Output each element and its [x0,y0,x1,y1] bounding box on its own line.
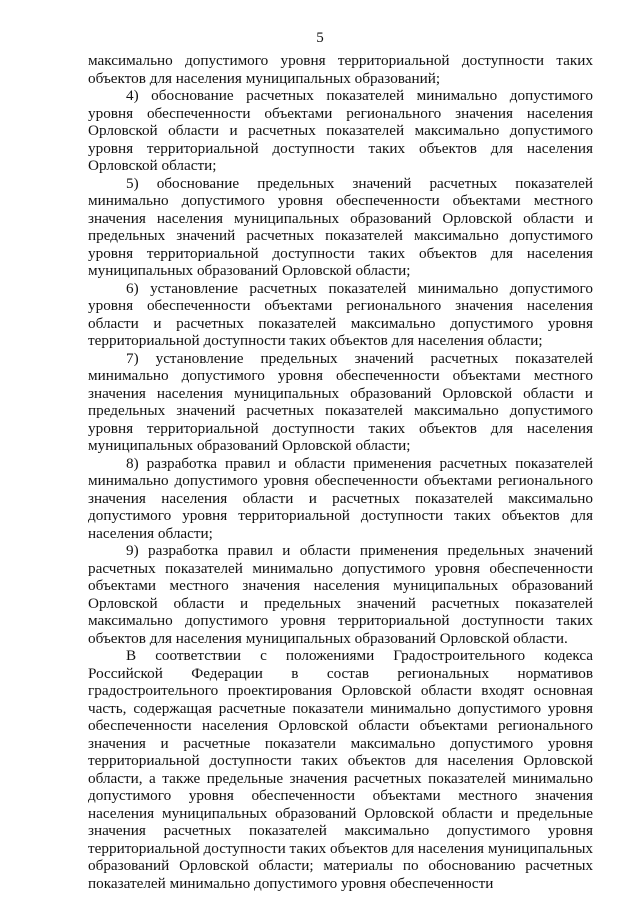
paragraph-item-5: 5) обоснование предельных значений расчетных показателей минимально допустимого уровня обеспеченности объектами местного значения населения муниципальных образований Орловской области и предельных значений расчетных показателей максимально допустимого уровня территориальной доступности таких объектов для населения муниципальных образований Орловской области; [88,174,593,279]
paragraph-item-8: 8) разработка правил и области применения расчетных показателей минимально допустимого уровня обеспеченности объектами регионального значения населения области и расчетных показателей максимально допустимого уровня территориальной доступности таких объектов для населения области; [88,454,593,542]
paragraph-item-7: 7) установление предельных значений расчетных показателей минимально допустимого уровня обеспеченности объектами местного значения населения муниципальных образований Орловской области и предельных значений расчетных показателей максимально допустимого уровня территориальной доступности таких объектов для населения муниципальных образований Орловской области; [88,349,593,454]
paragraph-item-4: 4) обоснование расчетных показателей минимально допустимого уровня обеспеченности объектами регионального значения населения Орловской области и расчетных показателей максимально допустимого уровня территориальной доступности таких объектов для населения Орловской области; [88,87,593,174]
paragraph-continuation: максимально допустимого уровня территориальной доступности таких объектов для населения муниципальных образований; [88,52,593,87]
document-body [88,52,593,892]
paragraph-legal-basis: В соответствии с положениями Градостроительного кодекса Российской Федерации в состав региональных нормативов градостроительного проектирования Орловской области входят основная часть, содержащая расчетные показатели минимально допустимого уровня обеспеченности населения Орловской области объектами регионального значения и расчетные показатели максимально допустимого уровня территориальной доступности таких объектов для населения Орловской области, а также предельные значения расчетных показателей минимально допустимого уровня обеспеченности объектами местного значения населения муниципальных образований Орловской области и предельные значения расчетных показателей максимально допустимого уровня территориальной доступности таких объектов для населения муниципальных образований Орловской области; материалы по обоснованию расчетных показателей минимально допустимого уровня обеспеченности [88,647,593,892]
page-number: 5 [316,30,324,46]
paragraph-item-9: 9) разработка правил и области применения предельных значений расчетных показателей минимально допустимого уровня обеспеченности объектами местного значения населения муниципальных образований Орловской области и предельных значений расчетных показателей максимально допустимого уровня территориальной доступности таких объектов для населения муниципальных образований Орловской области. [88,542,593,647]
paragraph-item-6: 6) установление расчетных показателей минимально допустимого уровня обеспеченности объектами регионального значения населения области и расчетных показателей максимально допустимого уровня территориальной доступности таких объектов для населения области; [88,279,593,349]
